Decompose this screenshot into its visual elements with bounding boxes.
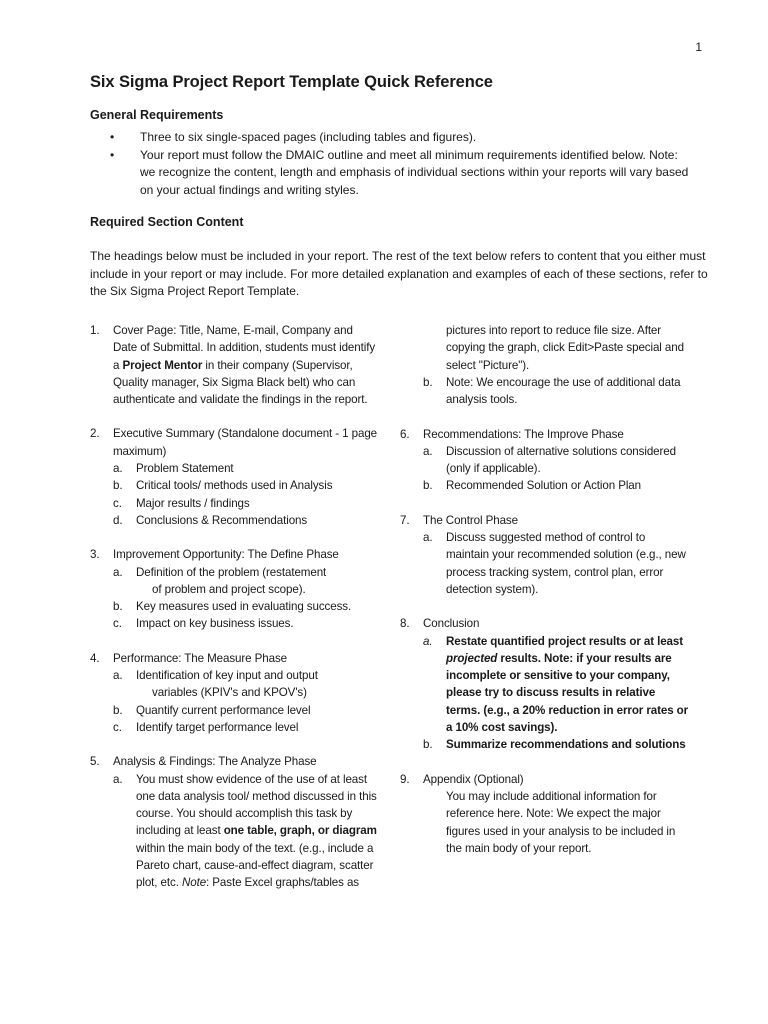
section-improve-phase: 6. Recommendations: The Improve Phase a. Discussion of alternative solutions considered (only if applicable). b. Recommended Solution or Action Plan: [400, 426, 690, 495]
list-item: a. Definition of the problem (restatement: [113, 565, 327, 579]
section-conclusion: 8. Conclusion a. Restate quantified project results or at least projected results. Note: if your results are incomplete or sensitive to your company, please try to discuss results in relative terms. (e.g., a 20% reduction in error rates or a 10% cost savings). b. Summarize recommendations and solutions: [400, 615, 690, 753]
list-item: b. Note: We encourage the use of additional data analysis tools.: [423, 376, 681, 407]
list-item: b. Quantify current performance level: [113, 703, 311, 717]
bullet-icon: •: [110, 130, 115, 144]
general-requirements-heading: General Requirements: [90, 108, 224, 122]
section-executive-summary: 2. Executive Summary (Standalone document - 1 page maximum) a. Problem Statement b. Critical tools/ methods used in Analysis c. Major results / findings d. Conclusions & Recommendations: [90, 425, 380, 529]
list-item: a. Discussion of alternative solutions considered (only if applicable).: [423, 444, 676, 476]
list-item: c. Major results / findings: [113, 496, 250, 510]
bullet-item: • Three to six single-spaced pages (including tables and figures).: [90, 129, 690, 147]
section-control-phase: 7. The Control Phase a. Discuss suggested method of control to maintain your recommended solution (e.g., new process tracking system, control plan, error detection system).: [400, 512, 690, 598]
bullet-item: • Your report must follow the DMAIC outline and meet all minimum requirements identified below. Note: we recognize the content, length and emphasis of individual sections within your reports will vary based on your actual findings and writing styles.: [90, 147, 690, 200]
right-column: [400, 322, 690, 874]
section-define-phase: 3. Improvement Opportunity: The Define Phase a. Definition of the problem (restatement of problem and project scope). b. Key measures used in evaluating success. c. Impact on key business issues.: [90, 546, 380, 632]
required-section-intro: The headings below must be included in your report. The rest of the text below refers to content that you either must include in your report or may include. For more detailed explanation and examples of each of these sections, refer to the Six Sigma Project Report Template.: [90, 249, 708, 298]
bullet-icon: •: [110, 147, 115, 162]
page-number: 1: [695, 40, 702, 54]
left-column: [90, 322, 380, 909]
section-appendix: 9. Appendix (Optional) You may include additional information for reference here. Note: We expect the major figures used in your analysis to be included in the main body of your report.: [400, 772, 676, 855]
list-item: a. Problem Statement: [113, 462, 234, 476]
list-item: b. Summarize recommendations and solutions: [423, 738, 686, 752]
list-item: c. Impact on key business issues.: [113, 617, 294, 631]
list-item: d. Conclusions & Recommendations: [113, 513, 308, 527]
list-item: a. Restate quantified project results or at least projected results. Note: if your results are incomplete or sensitive to your company, please try to discuss results in relative terms. (e.g., a 20% reduction in error rates or a 10% cost savings).: [423, 634, 689, 735]
section-analyze-phase: 5. Analysis & Findings: The Analyze Phase a. You must show evidence of the use of at least one data analysis tool/ method discussed in this course. You should accomplish this task by including at least one table, graph, or diagram within the main body of the text. (e.g., include a Pareto chart, cause-and-effect diagram, scatter plot, etc. Note: Paste Excel graphs/tables as: [90, 753, 380, 891]
section-measure-phase: 4. Performance: The Measure Phase a. Identification of key input and output variables (KPIV's and KPOV's) b. Quantify current performance level c. Identify target performance level: [90, 650, 380, 736]
list-item: b. Critical tools/ methods used in Analysis: [113, 479, 333, 493]
list-item: a. You must show evidence of the use of at least one data analysis tool/ method discussed in this course. You should accomplish this task by including at least one table, graph, or diagram within the main body of the text. (e.g., include a Pareto chart, cause-and-effect diagram, scatter plot, etc. Note: Paste Excel graphs/tables as: [113, 772, 377, 890]
list-item: a. Discuss suggested method of control to maintain your recommended solution (e.g., new process tracking system, control plan, error detection system).: [423, 531, 686, 596]
list-item: b. Key measures used in evaluating success.: [113, 600, 352, 614]
page-title: Six Sigma Project Report Template Quick Reference: [90, 73, 493, 91]
section-cover-page: 1. Cover Page: Title, Name, E-mail, Company and Date of Submittal. In addition, students must identify a Project Mentor in their company (Supervisor, Quality manager, Six Sigma Black belt) who can authenticate and validate the findings in the report.: [90, 324, 376, 407]
general-requirements-list: [90, 129, 690, 199]
list-item: a. Identification of key input and output: [113, 669, 318, 683]
required-section-heading: Required Section Content: [90, 215, 244, 229]
section-analyze-phase-continued: pictures into report to reduce file size. After copying the graph, click Edit>Paste special and select "Picture"). b. Note: We encourage the use of additional data analysis tools.: [400, 322, 690, 409]
list-item: b. Recommended Solution or Action Plan: [423, 479, 641, 493]
list-item: c. Identify target performance level: [113, 720, 299, 734]
